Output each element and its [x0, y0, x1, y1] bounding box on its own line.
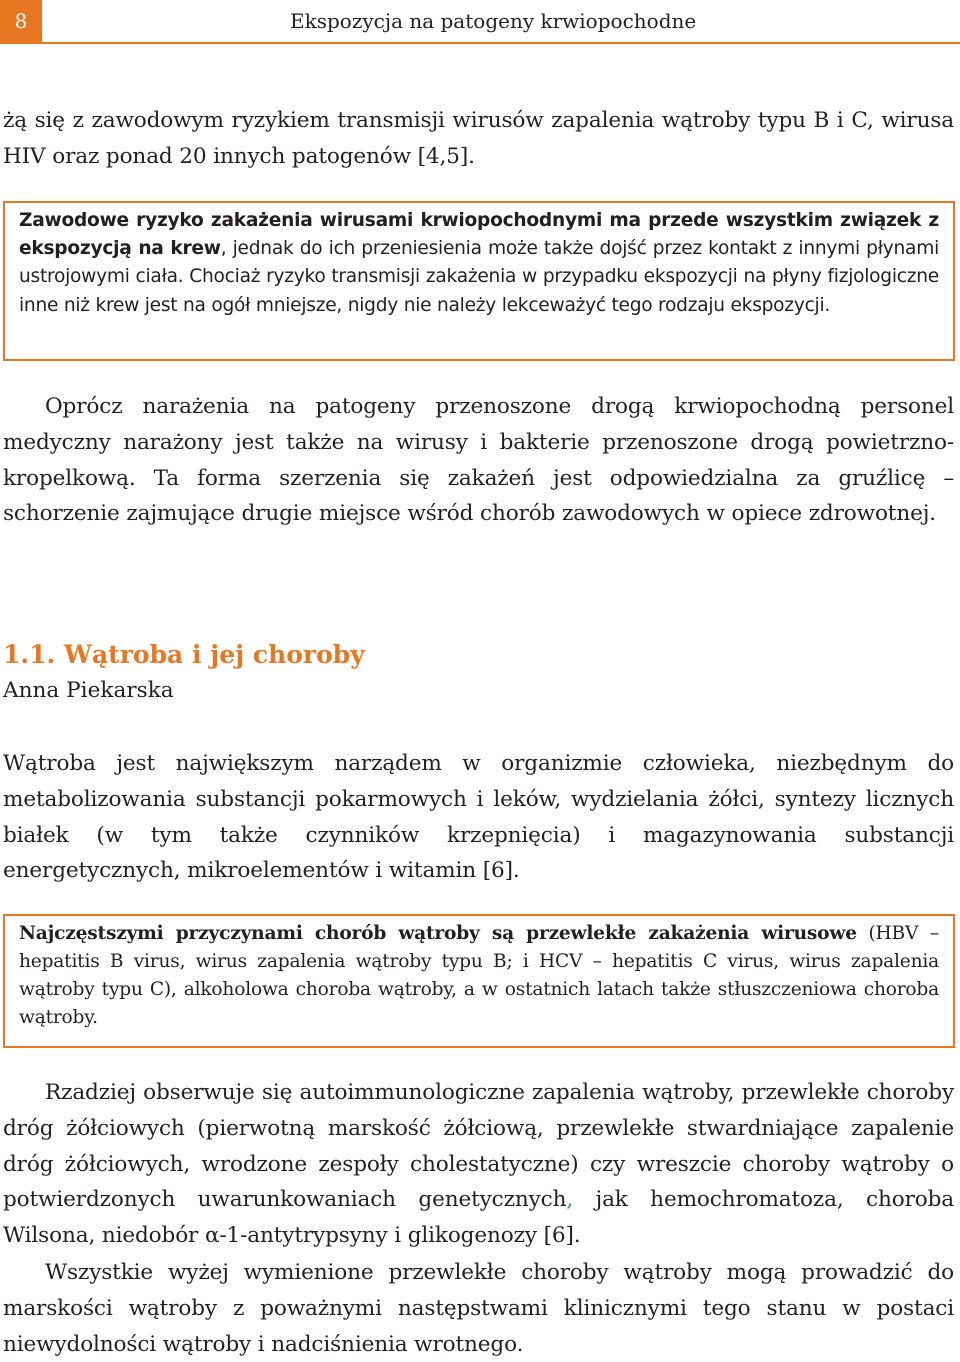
callout-bold-causes: Najczęstszymi przyczynami chorób wątroby są przewlekłe zakażenia wirusowe — [19, 923, 857, 944]
teal-comma: , — [566, 1187, 574, 1213]
paragraph-airborne: Oprócz narażenia na patogeny przenoszone drogą krwiopochodną personel medyczny narażony jest także na wirusy i bakterie przenoszone drogą powietrzno-kropelkową. Ta forma szerzenia się zakażeń jest odpowiedzialna za gruźlicę – schorzenie zajmujące drugie miejsce wśród chorób zawodowych w opiece zdrowotnej. — [3, 394, 954, 527]
callout-text-causes — [19, 920, 939, 1032]
header-rule — [0, 42, 960, 44]
callout-text-exposure — [19, 207, 939, 320]
page-header — [0, 0, 960, 44]
section-author: Anna Piekarska — [3, 678, 174, 703]
callout-bold-exposure: Zawodowe ryzyko zakażenia wirusami krwiopochodnymi ma przede wszystkim związek z ekspozycją na krew — [19, 210, 939, 260]
rare-diseases-part-b: jak hemochromatoza, choroba Wilsona, niedobór α-1-antytrypsyny i glikogenozy [6]. — [3, 1187, 954, 1249]
callout-box-exposure — [3, 201, 955, 361]
paragraph-rare-diseases — [3, 1075, 954, 1254]
paragraph-liver: Wątroba jest największym narządem w organizmie człowieka, niezbędnym do metabolizowania substancji pokarmowych i leków, wydzielania żółci, syntezy licznych białek (w tym także czynników krzepnięcia) i magazynowania substancji energetycznych, mikroelementów i witamin [6]. — [3, 751, 954, 884]
callout-rest-causes: (HBV – hepatitis B virus, wirus zapalenia wątroby typu B; i HCV – hepatitis C virus, wirus zapalenia wątroby typu C), alkoholowa choroba wątroby, a w ostatnich latach także stłuszczeniowa choroba wątroby. — [19, 923, 940, 1028]
paragraph-continuation: żą się z zawodowym ryzykiem transmisji wirusów zapalenia wątroby typu B i C, wirusa HIV oraz ponad 20 innych patogenów [4,5]. — [3, 108, 954, 169]
section-title: 1.1. Wątroba i jej choroby — [3, 640, 365, 669]
running-title: Ekspozycja na patogeny krwiopochodne — [290, 9, 697, 33]
callout-rest-exposure: , jednak do ich przeniesienia może także dojść przez kontakt z innymi płynami ustrojowymi ciała. Chociaż ryzyko transmisji zakażenia w przypadku ekspozycji na płyny fizjologiczne inne niż krew jest na ogół mniejsze, nigdy nie należy lekceważyć tego rodzaju ekspozycji. — [19, 238, 939, 316]
rare-diseases-part-a: Rzadziej obserwuje się autoimmunologiczne zapalenia wątroby, przewlekłe choroby dróg żółciowych (pierwotną marskość żółciową, przewlekłe stwardniające zapalenie dróg żółciowych, wrodzone zespoły cholestatyczne) czy wreszcie choroby wątroby o potwierdzonych uwarunkowaniach genetycznych — [3, 1080, 954, 1213]
callout-box-causes — [3, 914, 955, 1048]
page-number: 8 — [0, 0, 42, 42]
paragraph-cirrhosis: Wszystkie wyżej wymienione przewlekłe choroby wątroby mogą prowadzić do marskości wątroby z poważnymi następstwami klinicznymi tego stanu w postaci niewydolności wątroby i nadciśnienia wrotnego. — [3, 1260, 954, 1357]
